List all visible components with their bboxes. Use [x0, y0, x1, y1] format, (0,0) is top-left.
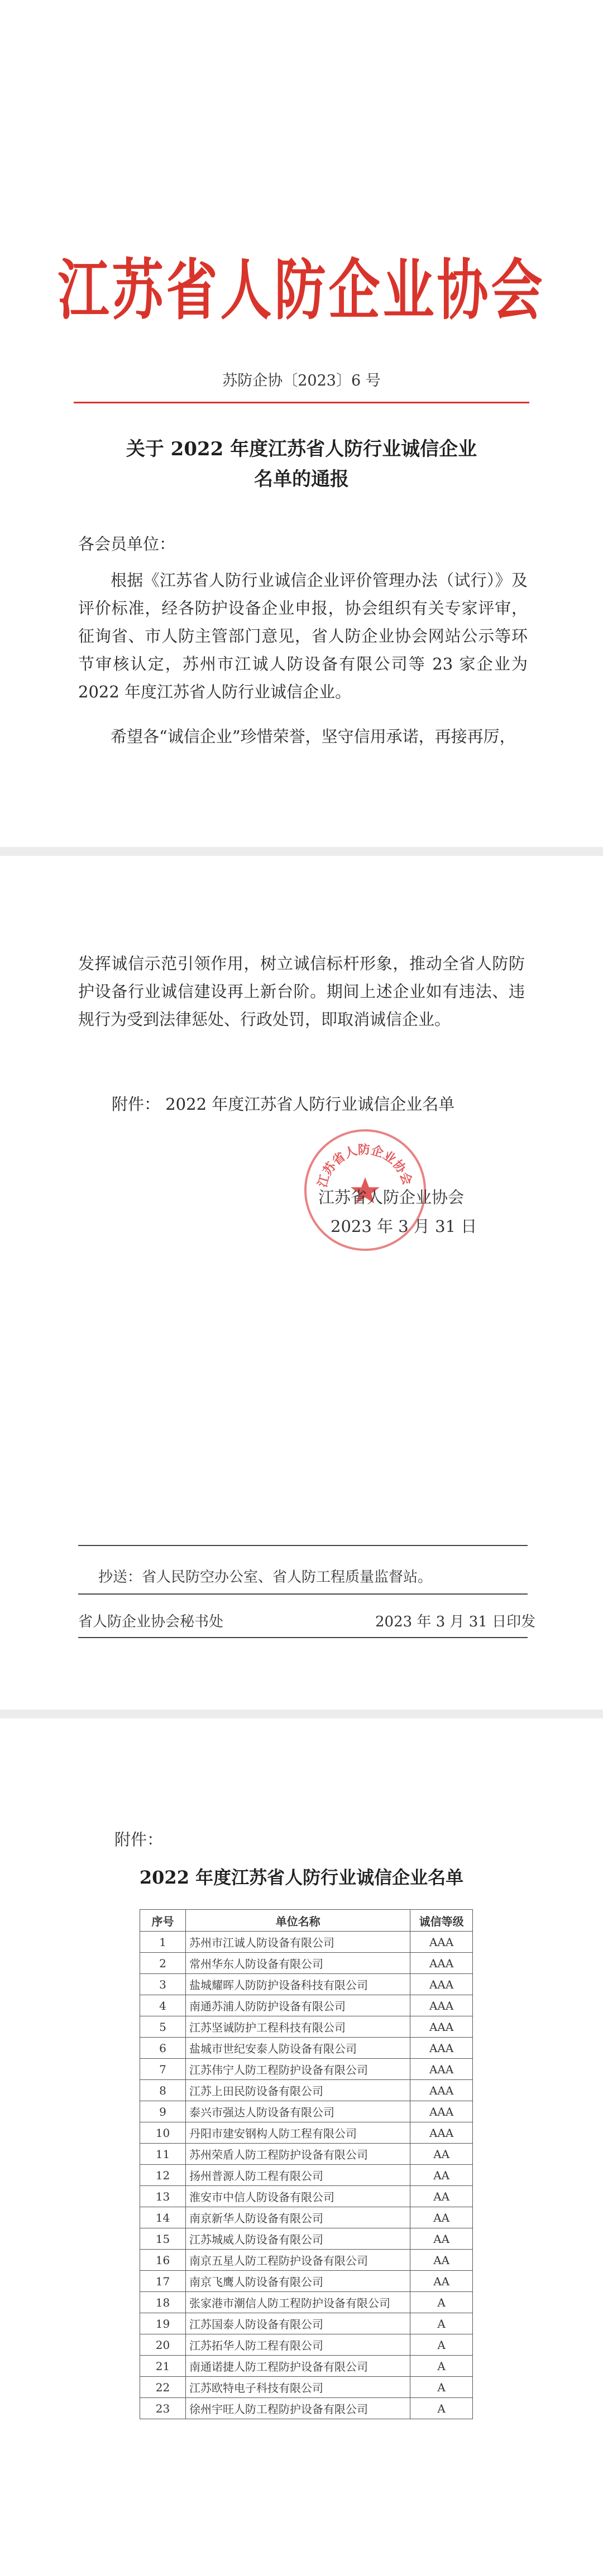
signature-organization: 江苏省人防企业协会: [318, 1188, 465, 1207]
footer-rule-top: [78, 1545, 528, 1546]
row-grade: AAA: [410, 2101, 473, 2122]
row-company-name: 南通诺捷人防工程防护设备有限公司: [185, 2356, 410, 2377]
salutation: 各会员单位：: [78, 535, 176, 553]
table-row: [140, 2377, 473, 2398]
enterprise-table: [140, 1909, 473, 2419]
row-number: 13: [140, 2186, 186, 2207]
row-company-name: 徐州宇旺人防工程防护设备有限公司: [185, 2398, 410, 2419]
row-company-name: 苏州市江诚人防设备有限公司: [185, 1932, 410, 1953]
column-header-number: 序号: [140, 1910, 186, 1932]
notice-title: [0, 434, 603, 494]
row-grade: AAA: [410, 1974, 473, 1995]
table-row: [140, 2356, 473, 2377]
row-number: 10: [140, 2122, 186, 2144]
table-row: [140, 2250, 473, 2271]
table-row: [140, 2080, 473, 2101]
row-company-name: 盐城耀晖人防防护设备科技有限公司: [185, 1974, 410, 1995]
table-row: [140, 2186, 473, 2207]
row-company-name: 南京飞鹰人防设备有限公司: [185, 2271, 410, 2292]
paragraph-2-start: 希望各“诚信企业”珍惜荣誉，坚守信用承诺，再接再厉，: [111, 727, 516, 746]
table-row: [140, 2122, 473, 2144]
row-grade: AA: [410, 2228, 473, 2250]
letterhead-title: 江苏省人防企业协会: [58, 252, 545, 329]
issue-date: 2023 年 3 月 31 日印发: [375, 1614, 536, 1630]
row-grade: A: [410, 2313, 473, 2334]
row-company-name: 泰兴市强达人防设备有限公司: [185, 2101, 410, 2122]
row-company-name: 江苏国泰人防设备有限公司: [185, 2313, 410, 2334]
table-row: [140, 2038, 473, 2059]
row-company-name: 南京五星人防工程防护设备有限公司: [185, 2250, 410, 2271]
row-grade: AAA: [410, 2080, 473, 2101]
table-row: [140, 2398, 473, 2419]
row-company-name: 江苏城威人防设备有限公司: [185, 2228, 410, 2250]
paragraph-2-continued: 发挥诚信示范引领作用，树立诚信标杆形象，推动全省人防防护设备行业诚信建设再上新台阶。期间上述企业如有违法、违规行为受到法律惩处、行政处罚，即取消诚信企业。: [78, 954, 525, 1029]
row-number: 23: [140, 2398, 186, 2419]
row-company-name: 苏州荣盾人防工程防护设备有限公司: [185, 2144, 410, 2165]
row-number: 20: [140, 2334, 186, 2356]
row-number: 15: [140, 2228, 186, 2250]
row-number: 8: [140, 2080, 186, 2101]
row-grade: AA: [410, 2165, 473, 2186]
list-title: 2022 年度江苏省人防行业诚信企业名单: [139, 1867, 464, 1888]
row-company-name: 江苏拓华人防工程有限公司: [185, 2334, 410, 2356]
column-header-name: 单位名称: [185, 1910, 410, 1932]
row-grade: AA: [410, 2207, 473, 2228]
row-grade: AAA: [410, 1932, 473, 1953]
row-grade: AAA: [410, 2016, 473, 2038]
table-row: [140, 1995, 473, 2016]
row-number: 1: [140, 1932, 186, 1953]
row-company-name: 淮安市中信人防设备有限公司: [185, 2186, 410, 2207]
red-divider: [74, 402, 529, 403]
row-number: 12: [140, 2165, 186, 2186]
row-company-name: 张家港市潮信人防工程防护设备有限公司: [185, 2292, 410, 2313]
notice-title-line-2: 名单的通报: [254, 468, 349, 490]
cc-line: 抄送：省人民防空办公室、省人防工程质量监督站。: [98, 1569, 433, 1586]
row-number: 3: [140, 1974, 186, 1995]
attachment-line: 附件： 2022 年度江苏省人防行业诚信企业名单: [112, 1095, 455, 1114]
seal-arc-text: 江苏省人防企业协会: [315, 1143, 414, 1189]
row-number: 19: [140, 2313, 186, 2334]
notice-title-line-1: 关于 2022 年度江苏省人防行业诚信企业: [126, 438, 477, 460]
row-number: 11: [140, 2144, 186, 2165]
table-row: [140, 2228, 473, 2250]
column-header-grade: 诚信等级: [410, 1910, 473, 1932]
table-row: [140, 1932, 473, 1953]
paragraph-1: 根据《江苏省人防行业诚信企业评价管理办法（试行）》及评价标准，经各防护设备企业申报，协会组织有关专家评审，征询省、市人防主管部门意见，省人防企业协会网站公示等环节审核认定，苏州市江诚人防设备有限公司等 23 家企业为 2022 年度江苏省人防行业诚信企业。: [78, 571, 528, 701]
document-page-2: [0, 856, 603, 1710]
table-row: [140, 2165, 473, 2186]
issuer: 省人防企业协会秘书处: [78, 1614, 224, 1630]
row-grade: A: [410, 2398, 473, 2419]
row-grade: A: [410, 2292, 473, 2313]
row-grade: AAA: [410, 2122, 473, 2144]
row-company-name: 扬州普源人防工程有限公司: [185, 2165, 410, 2186]
row-company-name: 江苏上田民防设备有限公司: [185, 2080, 410, 2101]
row-grade: AAA: [410, 1953, 473, 1974]
document-page-1: [0, 0, 603, 847]
row-company-name: 盐城市世纪安泰人防设备有限公司: [185, 2038, 410, 2059]
row-number: 2: [140, 1953, 186, 1974]
row-company-name: 丹阳市建安钢构人防工程有限公司: [185, 2122, 410, 2144]
row-grade: A: [410, 2377, 473, 2398]
row-number: 16: [140, 2250, 186, 2271]
table-row: [140, 2292, 473, 2313]
row-number: 9: [140, 2101, 186, 2122]
signature-date: 2023 年 3 月 31 日: [331, 1217, 477, 1236]
row-number: 21: [140, 2356, 186, 2377]
row-number: 14: [140, 2207, 186, 2228]
row-number: 18: [140, 2292, 186, 2313]
row-company-name: 南京新华人防设备有限公司: [185, 2207, 410, 2228]
document-page-3: [0, 1718, 603, 2576]
row-grade: AA: [410, 2250, 473, 2271]
table-row: [140, 2101, 473, 2122]
row-number: 5: [140, 2016, 186, 2038]
footer-rule-bottom: [78, 1637, 528, 1638]
table-row: [140, 2016, 473, 2038]
row-number: 6: [140, 2038, 186, 2059]
row-grade: A: [410, 2356, 473, 2377]
row-company-name: 江苏欧特电子科技有限公司: [185, 2377, 410, 2398]
row-company-name: 江苏坚诚防护工程科技有限公司: [185, 2016, 410, 2038]
table-row: [140, 1953, 473, 1974]
footer-rule-middle: [78, 1593, 528, 1595]
row-number: 4: [140, 1995, 186, 2016]
row-grade: AAA: [410, 2059, 473, 2080]
table-row: [140, 1974, 473, 1995]
table-header-row: [140, 1910, 473, 1932]
row-grade: A: [410, 2334, 473, 2356]
row-number: 7: [140, 2059, 186, 2080]
table-row: [140, 2334, 473, 2356]
row-grade: AA: [410, 2186, 473, 2207]
row-company-name: 常州华东人防设备有限公司: [185, 1953, 410, 1974]
row-grade: AAA: [410, 1995, 473, 2016]
table-row: [140, 2059, 473, 2080]
table-row: [140, 2313, 473, 2334]
annex-label: 附件：: [114, 1830, 164, 1849]
row-number: 22: [140, 2377, 186, 2398]
row-grade: AAA: [410, 2038, 473, 2059]
row-company-name: 江苏伟宁人防工程防护设备有限公司: [185, 2059, 410, 2080]
table-row: [140, 2144, 473, 2165]
row-grade: AA: [410, 2144, 473, 2165]
table-row: [140, 2271, 473, 2292]
row-number: 17: [140, 2271, 186, 2292]
row-company-name: 南通苏浦人防防护设备有限公司: [185, 1995, 410, 2016]
document-number: 苏防企协〔2023〕6 号: [222, 372, 381, 389]
row-grade: AA: [410, 2271, 473, 2292]
table-row: [140, 2207, 473, 2228]
